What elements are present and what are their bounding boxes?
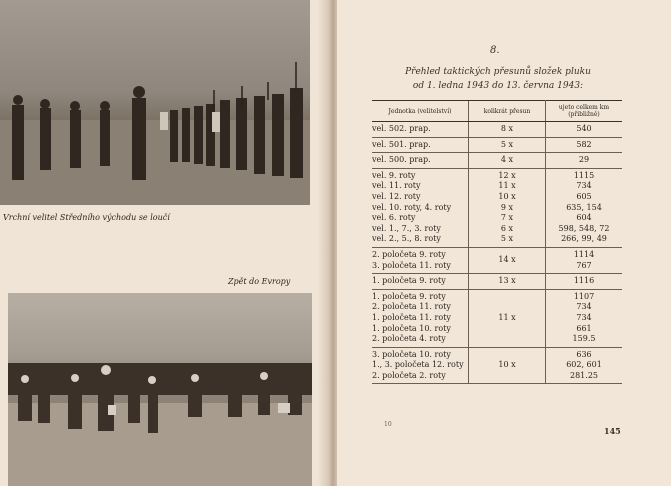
km-line: 734 <box>576 302 592 312</box>
km-line: 598, 548, 72 <box>558 223 610 233</box>
km-line: 604 <box>576 213 592 223</box>
km-cell <box>546 289 623 347</box>
km-cell <box>546 137 623 153</box>
count-cell: 10 x <box>469 347 546 384</box>
km-line: 582 <box>576 139 592 149</box>
margin-mark: 10 <box>384 421 392 428</box>
count-line: 6 x <box>500 223 514 233</box>
troops-photo <box>8 293 312 486</box>
unit-line: vel. 2., 5., 8. roty <box>372 234 441 244</box>
km-line: 29 <box>578 155 590 165</box>
unit-cell <box>372 122 469 138</box>
count-cell: 8 x <box>469 122 546 138</box>
km-line: 734 <box>576 181 592 191</box>
km-line: 605 <box>576 191 592 201</box>
km-cell <box>546 347 623 384</box>
unit-line: vel. 502. prap. <box>372 124 431 133</box>
count-line: 5 x <box>500 234 514 244</box>
table-row <box>372 289 622 347</box>
count-cell: 4 x <box>469 153 546 169</box>
km-line: 1116 <box>573 276 595 286</box>
left-page <box>0 0 330 486</box>
unit-line: 2. poločeta 11. roty <box>372 302 451 312</box>
count-line: 10 x <box>498 191 516 201</box>
km-cell <box>546 168 623 247</box>
unit-cell <box>372 168 469 247</box>
table-title-line1: Přehled taktických přesunů složek pluku <box>405 67 591 77</box>
table-title-line2: od 1. ledna 1943 do 13. června 1943: <box>412 81 584 91</box>
km-line: 540 <box>576 124 592 133</box>
unit-cell <box>372 247 469 273</box>
km-line: 281.25 <box>570 370 598 380</box>
unit-line: 1. poločeta 11. roty <box>372 312 451 322</box>
header-unit: Jednotka (velitelství) <box>372 101 469 122</box>
km-cell <box>546 274 623 290</box>
km-line: 602, 601 <box>566 360 602 370</box>
header-count: kolikrát přesun <box>469 101 546 122</box>
km-line: 1107 <box>573 291 595 301</box>
unit-line: 2. poločeta 2. roty <box>372 370 446 380</box>
unit-line: 2. poločeta 9. roty <box>372 249 446 259</box>
table-row <box>372 137 622 153</box>
unit-cell <box>372 347 469 384</box>
unit-line: 1. poločeta 10. roty <box>372 323 451 333</box>
km-line: 635, 154 <box>566 202 602 212</box>
unit-cell <box>372 274 469 290</box>
count-line: 9 x <box>500 202 514 212</box>
table-row <box>372 153 622 169</box>
km-line: 661 <box>576 323 592 333</box>
unit-line: vel. 1., 7., 3. roty <box>372 223 441 233</box>
count-cell: 11 x <box>469 289 546 347</box>
count-cell <box>469 168 546 247</box>
photo-caption-top: Vrchní velitel Středního východu se loučí <box>3 213 170 222</box>
unit-line: vel. 500. prap. <box>372 155 431 165</box>
table-row <box>372 247 622 273</box>
km-line: 1114 <box>573 249 595 259</box>
unit-line: vel. 11. roty <box>372 181 421 191</box>
page-number: 145 <box>604 426 621 436</box>
unit-line: vel. 6. roty <box>372 213 416 223</box>
unit-line: 3. poločeta 11. roty <box>372 260 451 270</box>
table-row <box>372 347 622 384</box>
km-line: 159.5 <box>572 334 596 344</box>
table-body <box>372 122 622 384</box>
table-row <box>372 168 622 247</box>
km-line: 1115 <box>573 170 595 180</box>
km-cell <box>546 247 623 273</box>
unit-line: vel. 12. roty <box>372 191 421 201</box>
km-cell <box>546 153 623 169</box>
unit-cell <box>372 289 469 347</box>
unit-line: 1., 3. poločeta 12. roty <box>372 360 464 370</box>
unit-cell <box>372 153 469 169</box>
parade-photo <box>0 0 310 205</box>
count-line: 12 x <box>498 170 516 180</box>
photo-caption-bottom: Zpět do Evropy <box>228 277 291 286</box>
table-row <box>372 122 622 138</box>
km-cell <box>546 122 623 138</box>
unit-line: 1. poločeta 9. roty <box>372 291 446 301</box>
count-line: 7 x <box>500 213 514 223</box>
unit-line: 3. poločeta 10. roty <box>372 349 451 359</box>
km-line: 266, 99, 49 <box>561 234 607 244</box>
count-cell: 14 x <box>469 247 546 273</box>
section-number: 8. <box>490 45 500 56</box>
header-km: ujeto celkem km (přibližně) <box>546 101 623 122</box>
count-cell: 13 x <box>469 274 546 290</box>
count-line: 11 x <box>498 181 516 191</box>
movement-table <box>372 100 622 384</box>
unit-line: vel. 501. prap. <box>372 139 431 149</box>
km-line: 734 <box>576 312 592 322</box>
unit-line: 2. poločeta 4. roty <box>372 334 446 344</box>
unit-line: vel. 9. roty <box>372 170 416 180</box>
unit-line: vel. 10. roty, 4. roty <box>372 202 452 212</box>
unit-cell <box>372 137 469 153</box>
km-line: 767 <box>576 260 592 270</box>
unit-line: 1. poločeta 9. roty <box>372 276 446 286</box>
troops-photo-image <box>8 293 312 486</box>
table-row <box>372 274 622 290</box>
parade-photo-image <box>0 0 310 205</box>
count-cell: 5 x <box>469 137 546 153</box>
km-line: 636 <box>576 349 592 359</box>
